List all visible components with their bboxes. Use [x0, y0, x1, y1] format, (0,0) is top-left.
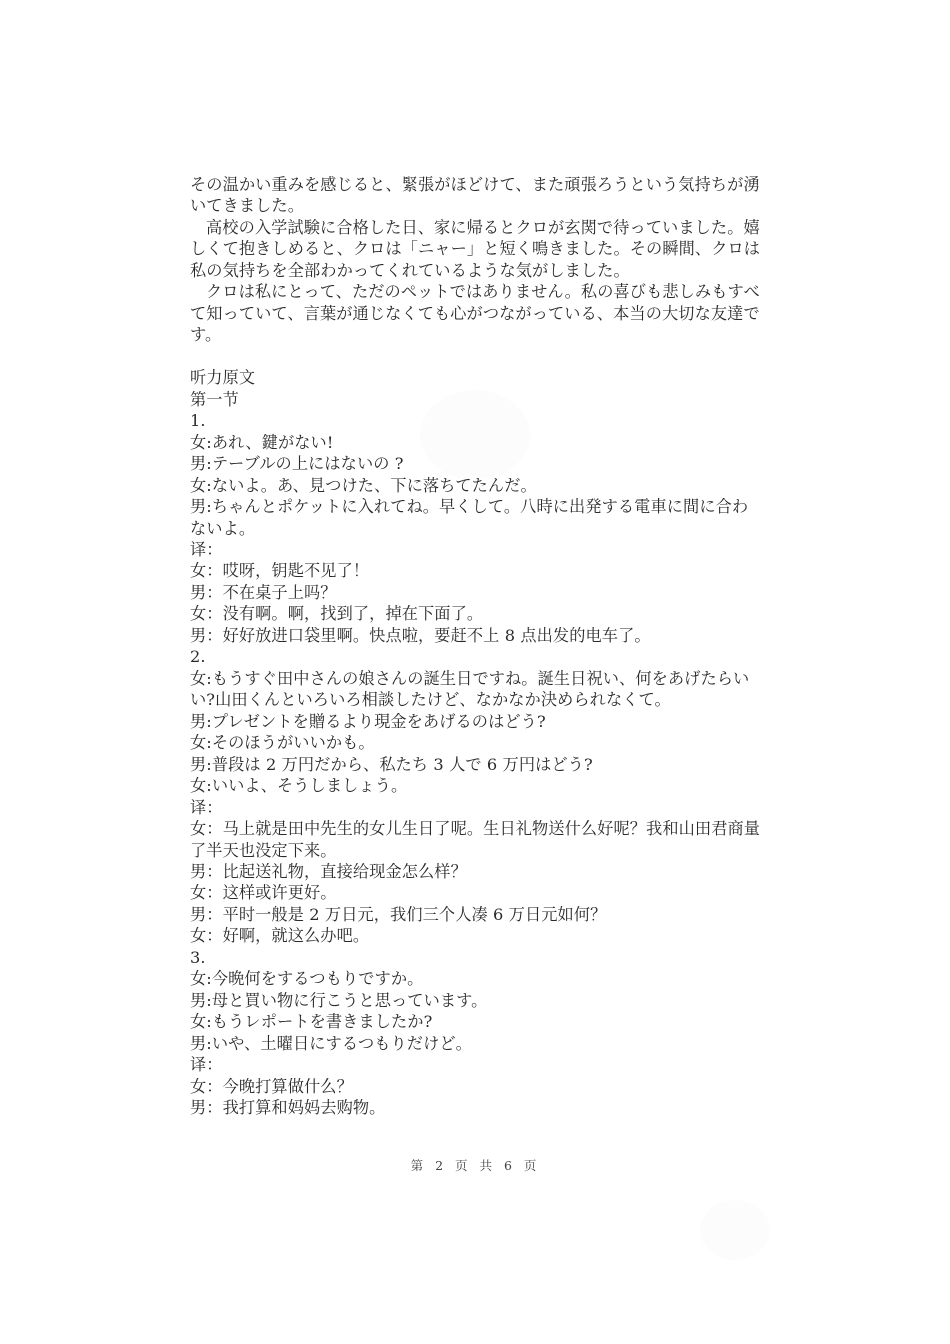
essay-line: 高校の入学試験に合格した日、家に帰るとクロが玄関で待っていました。嬉	[206, 217, 760, 237]
dialogue-line-translation: 男：不在桌子上吗？	[190, 582, 337, 602]
dialogue-line-original: 女:いいよ、そうしましょう。	[190, 776, 408, 796]
translation-label: 译：	[190, 797, 223, 817]
dialogue-line-original: 女:もうレポートを書きましたか?	[190, 1012, 433, 1032]
dialogue-line-translation: 男：平时一般是 2 万日元，我们三个人凑 6 万日元如何？	[190, 904, 607, 924]
dialogue-line-original: 女:あれ、鍵がない!	[190, 432, 334, 452]
faint-watermark	[700, 1200, 770, 1260]
dialogue-line-original: 男:テーブルの上にはないの ?	[190, 454, 404, 474]
translation-label: 译：	[190, 539, 223, 559]
essay-line: す。	[190, 325, 222, 345]
dialogue-line-translation: 男：我打算和妈妈去购物。	[190, 1098, 386, 1118]
dialogue-line-original: 女:そのほうがいいかも。	[190, 733, 375, 753]
translation-label: 译：	[190, 1055, 223, 1075]
essay-line: その温かい重みを感じると、緊張がほどけて、また頑張ろうという気持ちが湧	[190, 175, 760, 194]
dialogue-line-translation: 女：马上就是田中先生的女儿生日了呢。生日礼物送什么好呢？我和山田君商量	[190, 819, 761, 839]
dialogue-line-original: 男:普段は 2 万円だから、私たち 3 人で 6 万円はどう?	[190, 754, 593, 774]
page-footer	[0, 1156, 950, 1174]
dialogue-line-original: 女:ないよ。あ、見つけた、下に落ちてたんだ。	[190, 475, 537, 495]
dialogue-line-original: い?山田くんといろいろ相談したけど、なかなか決められなくて。	[190, 690, 671, 710]
dialogue-line-translation: 男：好好放进口袋里啊。快点啦，要赶不上 8 点出发的电车了。	[190, 625, 651, 645]
dialogue-line-translation: 女：今晚打算做什么？	[190, 1076, 353, 1096]
dialogue-line-translation: 女：这样或许更好。	[190, 883, 337, 903]
dialogue-line-original: 女:もうすぐ田中さんの娘さんの誕生日ですね。誕生日祝い、何をあげたらい	[190, 668, 750, 688]
dialogue-line-original: 男:いや、土曜日にするつもりだけど。	[190, 1033, 472, 1053]
dialogue-line-translation: 了半天也没定下来。	[190, 840, 337, 860]
essay-line: いてきました。	[190, 196, 305, 216]
essay-section	[190, 174, 765, 346]
essay-line: て知っていて、言葉が通じなくても心がつながっている、本当の大切な友達で	[190, 303, 760, 323]
dialogue-line-translation: 女：好啊，就这么办吧。	[190, 926, 370, 946]
dialogue-number: 1.	[190, 411, 206, 431]
dialogue-3	[190, 947, 765, 1119]
essay-line: クロは私にとって、ただのペットではありません。私の喜びも悲しみもすべ	[206, 282, 760, 302]
dialogue-number: 2.	[190, 647, 206, 667]
document-page	[190, 174, 765, 1119]
dialogue-line-original: 男:プレゼントを贈るより現金をあげるのはどう?	[190, 711, 546, 731]
dialogue-number: 3.	[190, 947, 206, 967]
essay-line: 私の気持ちを全部わかってくれているような気がしました。	[190, 260, 630, 280]
section-subtitle: 第一节	[190, 389, 239, 409]
dialogue-2	[190, 646, 765, 947]
dialogue-line-translation: 女：没有啊。啊，找到了，掉在下面了。	[190, 604, 484, 624]
dialogue-line-translation: 男：比起送礼物，直接给现金怎么样？	[190, 862, 467, 881]
dialogue-line-translation: 女：哎呀，钥匙不见了！	[190, 561, 370, 581]
essay-line: しくて抱きしめると、クロは「ニャー」と短く鳴きました。その瞬間、クロは	[190, 239, 761, 259]
section-title: 听力原文	[190, 368, 256, 388]
dialogue-line-original: ないよ。	[190, 518, 256, 538]
blank-line	[190, 346, 765, 367]
dialogue-line-original: 女:今晩何をするつもりですか。	[190, 969, 424, 989]
page-indicator: 第 2 页 共 6 页	[410, 1158, 540, 1173]
dialogue-line-original: 男:母と買い物に行こうと思っています。	[190, 990, 488, 1010]
dialogue-line-original: 男:ちゃんとポケットに入れてね。早くして。八時に出発する電車に間に合わ	[190, 497, 749, 517]
dialogue-1	[190, 410, 765, 646]
